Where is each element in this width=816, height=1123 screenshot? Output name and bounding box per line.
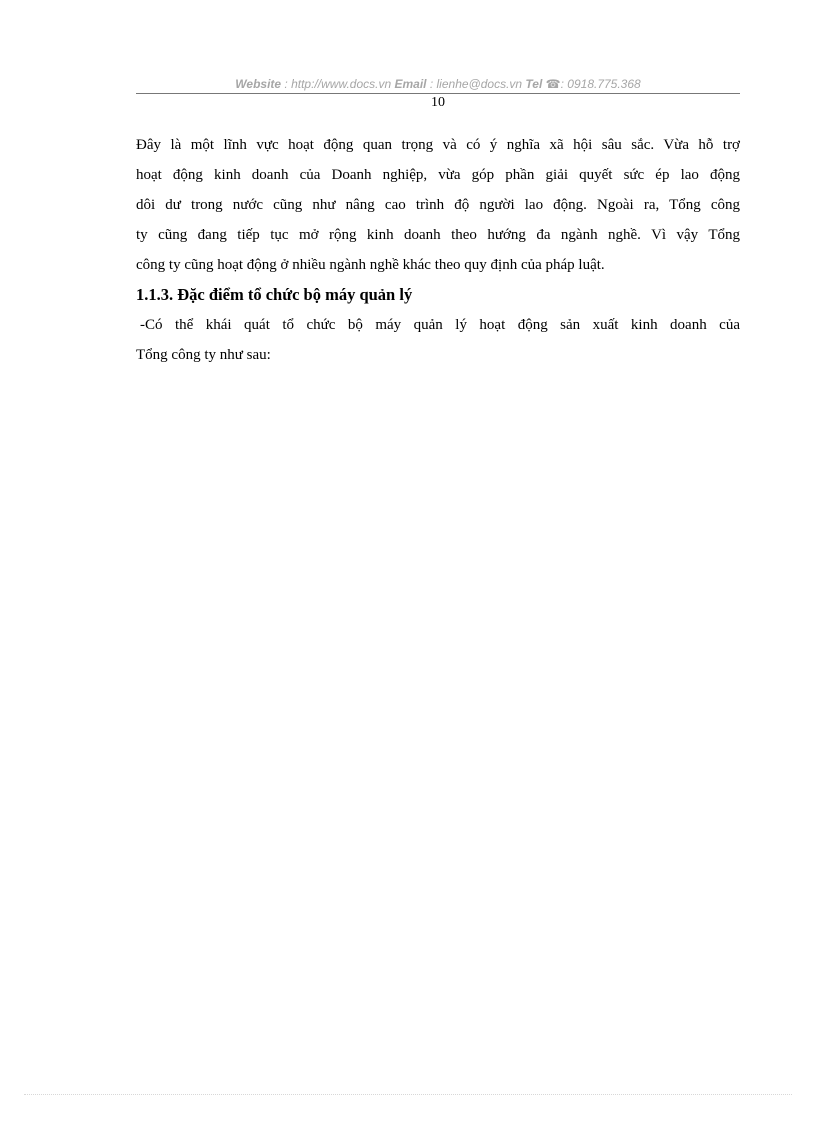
phone-icon: ☎ [545,77,561,91]
tel-label: Tel [525,77,543,91]
paragraph-structure [136,310,740,370]
section-heading: 1.1.3. Đặc điểm tổ chức bộ máy quản lý [136,285,413,304]
website-label: Website [235,77,282,91]
page-number: 10 [431,95,445,110]
page-header [136,76,740,92]
paragraph-line: hoạt động kinh doanh của Doanh nghiệp, vừa góp phần giải quyết sức ép lao động [136,167,740,183]
paragraph-line: ty cũng đang tiếp tục mở rộng kinh doanh theo hướng đa ngành nghề. Vì vậy Tổng [136,227,740,243]
tel-value: : 0918.775.368 [560,77,641,91]
header-divider [136,93,740,94]
paragraph-line: dôi dư trong nước cũng như nâng cao trình độ người lao động. Ngoài ra, Tổng công [136,197,740,213]
paragraph-intro [136,130,740,280]
website-link[interactable]: : http://www.docs.vn [284,77,392,91]
footer-divider [24,1094,792,1095]
email-label: Email [394,77,427,91]
paragraph-line: công ty cũng hoạt động ở nhiều ngành nghề khác theo quy định của pháp luật. [136,257,605,273]
paragraph-line: Tổng công ty như sau: [136,347,271,363]
email-link[interactable]: : lienhe@docs.vn [429,77,523,91]
paragraph-line: -Có thể khái quát tổ chức bộ máy quản lý hoạt động sản xuất kinh doanh của [140,317,740,333]
paragraph-line: Đây là một lĩnh vực hoạt động quan trọng và có ý nghĩa xã hội sâu sắc. Vừa hỗ trợ [136,137,740,153]
